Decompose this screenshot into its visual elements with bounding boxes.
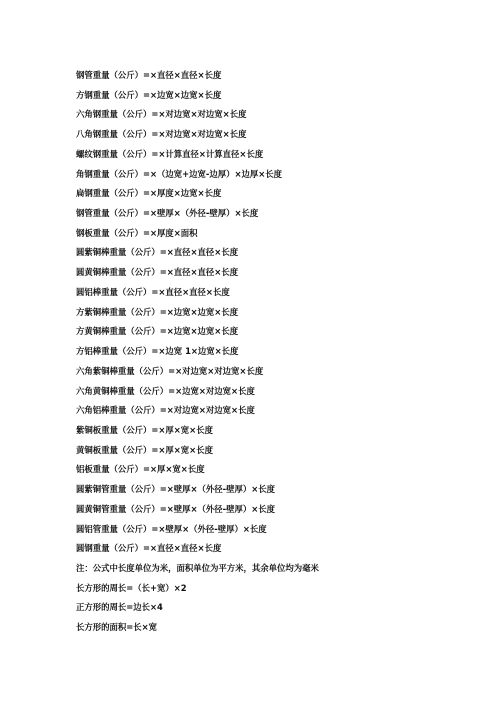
formula-line: 圆黄铜管重量（公斤）=×壁厚×（外径-壁厚）×长度 bbox=[76, 503, 276, 514]
formula-line: 六角钢重量（公斤）=×对边宽×对边宽×长度 bbox=[76, 109, 247, 120]
formula-line: 六角铝棒重量（公斤）=×对边宽×对边宽×长度 bbox=[76, 405, 255, 416]
formula-line: 长方形的面积=长×宽 bbox=[76, 622, 158, 633]
formula-line: 八角钢重量（公斤）=×对边宽×对边宽×长度 bbox=[76, 129, 247, 140]
formula-line: 长方形的周长=（长+宽）×2 bbox=[76, 582, 187, 593]
formula-line: 圆黄铜棒重量（公斤）=×直径×直径×长度 bbox=[76, 267, 239, 278]
formula-line: 六角紫铜棒重量（公斤）=×对边宽×对边宽×长度 bbox=[76, 365, 264, 376]
formula-line: 黄铜板重量（公斤）=×厚×宽×长度 bbox=[76, 444, 213, 455]
formula-line: 紫铜板重量（公斤）=×厚×宽×长度 bbox=[76, 424, 213, 435]
formula-line: 圆紫铜棒重量（公斤）=×直径×直径×长度 bbox=[76, 247, 239, 258]
formula-line: 铝板重量（公斤）=×厚×宽×长度 bbox=[76, 464, 205, 475]
formula-line: 扁钢重量（公斤）=×厚度×边宽×长度 bbox=[76, 188, 222, 199]
formula-line: 方钢重量（公斤）=×边宽×边宽×长度 bbox=[76, 89, 222, 100]
formula-line: 角钢重量（公斤）=×（边宽+边宽-边厚）×边厚×长度 bbox=[76, 168, 283, 179]
formula-line: 圆铝管重量（公斤）=×壁厚×（外径-壁厚）×长度 bbox=[76, 523, 267, 534]
formula-line: 方紫铜棒重量（公斤）=×边宽×边宽×长度 bbox=[76, 306, 239, 317]
formula-line: 正方形的周长=边长×4 bbox=[76, 602, 163, 613]
formula-line: 圆紫铜管重量（公斤）=×壁厚×（外径-壁厚）×长度 bbox=[76, 484, 276, 495]
formula-line: 钢管重量（公斤）=×壁厚×（外径-壁厚）×长度 bbox=[76, 208, 259, 219]
formula-line: 方铝棒重量（公斤）=×边宽 1×边宽×长度 bbox=[76, 346, 239, 357]
formula-line: 圆钢重量（公斤）=×直径×直径×长度 bbox=[76, 543, 222, 554]
formula-line: 方黄铜棒重量（公斤）=×边宽×边宽×长度 bbox=[76, 326, 239, 337]
formula-line: 圆铝棒重量（公斤）=×直径×直径×长度 bbox=[76, 286, 230, 297]
note-line: 注：公式中长度单位为米，面积单位为平方米，其余单位均为毫米 bbox=[76, 562, 319, 573]
formula-list bbox=[76, 66, 486, 638]
formula-line: 钢管重量（公斤）=×直径×直径×长度 bbox=[76, 70, 222, 80]
formula-line: 六角黄铜棒重量（公斤）=×边宽×对边宽×长度 bbox=[76, 385, 255, 396]
formula-line: 螺纹钢重量（公斤）=×计算直径×计算直径×长度 bbox=[76, 148, 264, 159]
formula-line: 钢板重量（公斤）=×厚度×面积 bbox=[76, 227, 198, 238]
